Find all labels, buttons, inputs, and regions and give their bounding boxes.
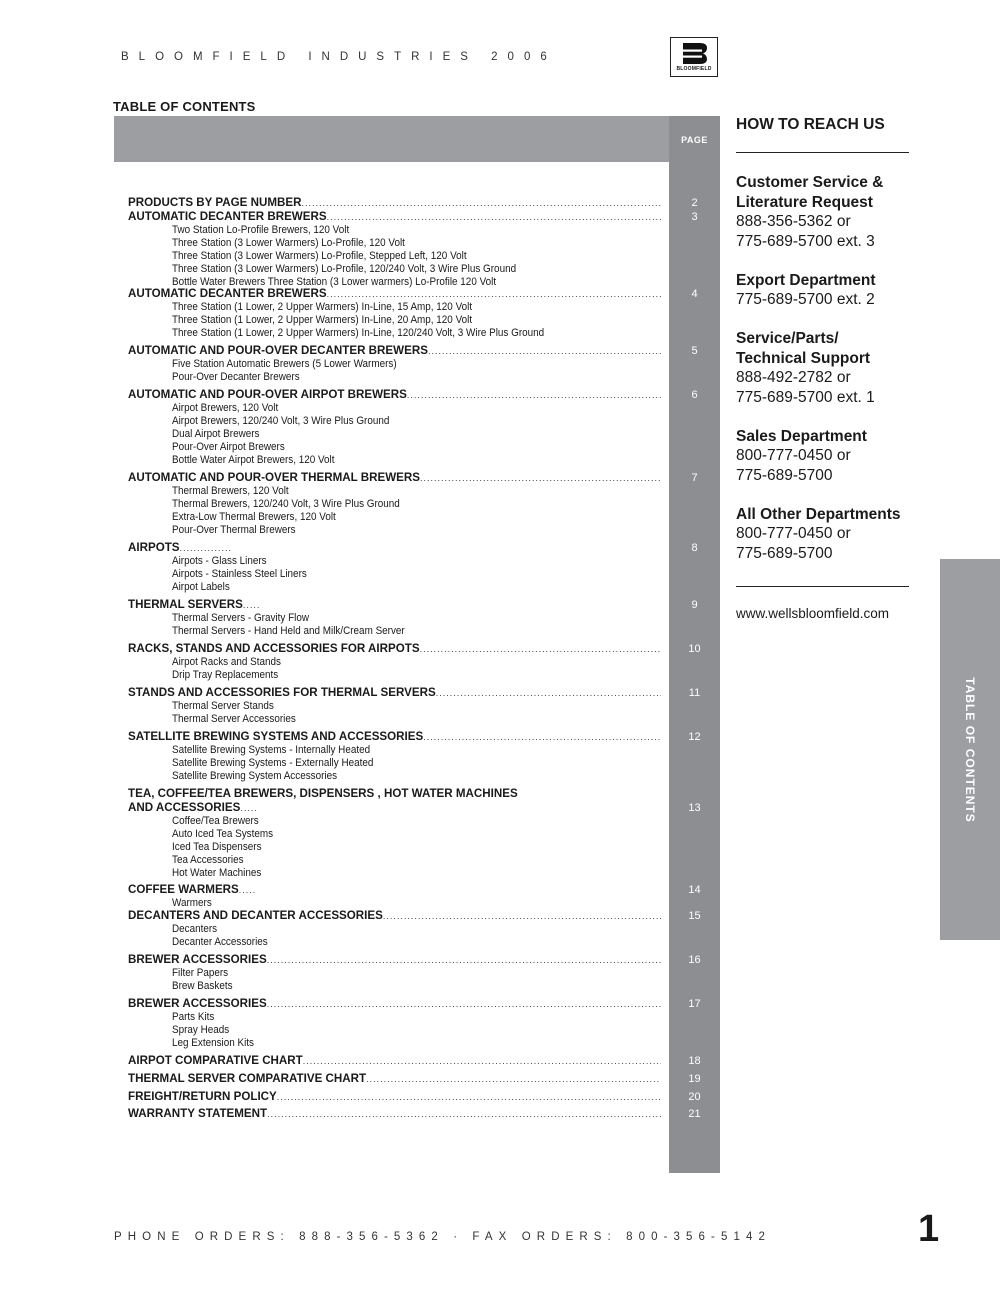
toc-sub-item: Hot Water Machines — [172, 867, 262, 879]
toc-sub-item: Satellite Brewing Systems - Internally Heated — [172, 744, 371, 756]
toc-sub-item: Pour-Over Airpot Brewers — [172, 441, 285, 453]
toc-entry[interactable] — [128, 541, 720, 594]
toc-entry[interactable] — [128, 787, 720, 880]
toc-page-number: 16 — [688, 954, 701, 966]
contact-heading: Customer Service & — [736, 174, 884, 191]
toc-sub-item: Warmers — [172, 897, 212, 909]
toc-entry[interactable] — [128, 471, 720, 537]
toc-sub-item: Drip Tray Replacements — [172, 669, 279, 681]
toc-page-number: 5 — [691, 345, 698, 357]
toc-page-number: 15 — [688, 910, 701, 922]
toc-page-number: 14 — [688, 884, 701, 896]
toc-page-number: 19 — [688, 1073, 701, 1085]
contact-phone: 800-777-0450 or — [736, 447, 851, 464]
toc-sub-item: Airpots - Stainless Steel Liners — [172, 568, 307, 580]
toc-entry[interactable] — [128, 883, 720, 910]
toc-page-number: 2 — [691, 197, 698, 209]
toc-sub-item: Leg Extension Kits — [172, 1037, 255, 1049]
toc-sub-item: Parts Kits — [172, 1011, 215, 1023]
toc-sub-item: Pour-Over Decanter Brewers — [172, 371, 300, 383]
toc-entry[interactable] — [128, 598, 720, 638]
toc-entry[interactable] — [128, 997, 720, 1050]
dot-leader — [366, 1072, 661, 1086]
toc-header-bar — [114, 116, 669, 162]
toc-sub-item: Two Station Lo-Profile Brewers, 120 Volt — [172, 224, 350, 236]
footer-orders: PHONE ORDERS: 888-356-5362 · FAX ORDERS: 800-356-5142 — [114, 1231, 771, 1243]
dot-leader — [423, 730, 661, 744]
toc-sub-item: Iced Tea Dispensers — [172, 841, 262, 853]
dot-leader — [243, 598, 261, 612]
dot-leader — [436, 686, 661, 700]
toc-sub-item: Three Station (3 Lower Warmers) Lo-Profile, 120 Volt — [172, 237, 405, 249]
contact-heading: All Other Departments — [736, 505, 901, 523]
toc-sub-item: Satellite Brewing Systems - Externally Heated — [172, 757, 374, 769]
contact-block — [736, 271, 936, 310]
toc-entry-title: COFFEE WARMERS — [128, 883, 239, 896]
contact-block — [736, 329, 936, 407]
toc-entry[interactable] — [128, 686, 720, 726]
toc-sub-item: Airpot Brewers, 120 Volt — [172, 402, 279, 414]
toc-entry[interactable] — [128, 287, 720, 340]
dot-leader — [302, 196, 662, 210]
contact-phone: 775-689-5700 — [736, 544, 833, 562]
toc-entry-title: THERMAL SERVERS — [128, 598, 243, 611]
toc-entry[interactable] — [128, 1054, 720, 1068]
toc-entry[interactable] — [128, 953, 720, 993]
toc-entry[interactable] — [128, 344, 720, 384]
toc-entry-title: RACKS, STANDS AND ACCESSORIES FOR AIRPOTS — [128, 642, 420, 655]
divider — [736, 586, 909, 587]
brand-header: BLOOMFIELD INDUSTRIES 2006 — [121, 51, 557, 63]
toc-sub-item: Bottle Water Brewers Three Station (3 Lower warmers) Lo-Profile 120 Volt — [172, 276, 497, 288]
toc-sub-item: Filter Papers — [172, 967, 229, 979]
toc-sub-item: Thermal Brewers, 120/240 Volt, 3 Wire Plus Ground — [172, 498, 400, 510]
toc-page-number: 6 — [691, 389, 698, 401]
toc-sub-item: Three Station (1 Lower, 2 Upper Warmers) In-Line, 120/240 Volt, 3 Wire Plus Ground — [172, 327, 545, 339]
dot-leader — [420, 642, 661, 656]
toc-sub-item: Dual Airpot Brewers — [172, 428, 260, 440]
contact-phone: 775-689-5700 ext. 3 — [736, 232, 875, 250]
toc-entry-title: AUTOMATIC AND POUR-OVER AIRPOT BREWERS — [128, 388, 407, 401]
toc-entry-title: BREWER ACCESSORIES — [128, 997, 267, 1010]
toc-page-number: 21 — [688, 1108, 701, 1120]
toc-entry[interactable] — [128, 642, 720, 682]
toc-page-number: 17 — [688, 998, 701, 1010]
contact-heading: Export Department — [736, 271, 876, 289]
contact-block — [736, 505, 936, 564]
dot-leader — [407, 388, 661, 402]
toc-sub-item: Thermal Servers - Hand Held and Milk/Cream Server — [172, 625, 405, 637]
toc-entry[interactable] — [128, 1107, 720, 1121]
toc-page-number: 10 — [688, 643, 701, 655]
website-link[interactable]: www.wellsbloomfield.com — [736, 606, 890, 621]
toc-entry-title: AIRPOT COMPARATIVE CHART — [128, 1054, 303, 1067]
logo-text: BLOOMFIELD — [676, 66, 712, 72]
toc-entry[interactable] — [128, 388, 720, 467]
toc-entry-title: STANDS AND ACCESSORIES FOR THERMAL SERVERS — [128, 686, 436, 699]
toc-heading: TABLE OF CONTENTS — [113, 99, 256, 114]
toc-sub-item: Airpot Brewers, 120/240 Volt, 3 Wire Plus Ground — [172, 415, 390, 427]
toc-entry-title: AUTOMATIC AND POUR-OVER DECANTER BREWERS — [128, 344, 428, 357]
dot-leader — [383, 909, 661, 923]
dot-leader — [303, 1054, 661, 1068]
dot-leader — [327, 210, 661, 224]
toc-entry-title: PRODUCTS BY PAGE NUMBER — [128, 196, 302, 209]
toc-page-number: 9 — [691, 599, 698, 611]
toc-entry-title: AUTOMATIC AND POUR-OVER THERMAL BREWERS — [128, 471, 420, 484]
toc-entry-title: AIRPOTS — [128, 541, 180, 554]
toc-entry[interactable] — [128, 210, 720, 289]
toc-sub-item: Pour-Over Thermal Brewers — [172, 524, 296, 536]
toc-page-number: 18 — [688, 1055, 701, 1067]
toc-sub-item: Airpot Racks and Stands — [172, 656, 281, 668]
toc-entry-title: FREIGHT/RETURN POLICY — [128, 1090, 277, 1103]
contact-block — [736, 173, 936, 251]
contact-heading: Technical Support — [736, 349, 871, 367]
dot-leader — [267, 953, 661, 967]
toc-page-number: 7 — [691, 472, 698, 484]
toc-sub-item: Satellite Brewing System Accessories — [172, 770, 338, 782]
toc-sub-item: Decanters — [172, 923, 218, 935]
toc-sub-item: Decanter Accessories — [172, 936, 268, 948]
toc-sub-item: Brew Baskets — [172, 980, 233, 992]
toc-entry[interactable] — [128, 909, 720, 949]
toc-sub-item: Coffee/Tea Brewers — [172, 815, 259, 827]
toc-sub-item: Extra-Low Thermal Brewers, 120 Volt — [172, 511, 336, 523]
page-number: 1 — [918, 1208, 940, 1250]
contact-block — [736, 427, 936, 486]
logo-b-icon — [683, 43, 707, 64]
toc-entry-title: SATELLITE BREWING SYSTEMS AND ACCESSORIES — [128, 730, 424, 743]
toc-entry-title: TEA, COFFEE/TEA BREWERS, DISPENSERS , HOT WATER MACHINES — [128, 787, 518, 800]
divider — [736, 152, 909, 153]
contact-phone: 888-492-2782 or — [736, 369, 851, 386]
toc-entry[interactable] — [128, 730, 720, 783]
toc-page-number: 8 — [691, 542, 698, 554]
toc-page-number: 20 — [688, 1091, 701, 1103]
toc-sub-item: Bottle Water Airpot Brewers, 120 Volt — [172, 454, 335, 466]
toc-sub-item: Thermal Brewers, 120 Volt — [172, 485, 289, 497]
toc-page-number: 12 — [688, 731, 701, 743]
toc-page-number: 11 — [688, 687, 701, 699]
dot-leader — [327, 287, 661, 301]
toc-sub-item: Airpots - Glass Liners — [172, 555, 267, 567]
toc-page-number: 4 — [691, 288, 698, 300]
dot-leader — [428, 344, 661, 358]
toc-entry-title: WARRANTY STATEMENT — [128, 1107, 268, 1120]
dot-leader — [267, 1107, 661, 1121]
toc-page-number: 3 — [691, 211, 698, 223]
page-column-label: PAGE — [681, 135, 708, 145]
contact-phone: 775-689-5700 ext. 2 — [736, 291, 875, 308]
contact-heading: Literature Request — [736, 193, 873, 211]
contact-phone: 800-777-0450 or — [736, 525, 851, 542]
toc-entry[interactable] — [128, 1090, 720, 1104]
dot-leader — [240, 801, 258, 815]
dot-leader — [180, 541, 233, 555]
toc-sub-item: Three Station (3 Lower Warmers) Lo-Profile, 120/240 Volt, 3 Wire Plus Ground — [172, 263, 517, 275]
toc-entry[interactable] — [128, 1072, 720, 1086]
toc-sub-item: Spray Heads — [172, 1024, 230, 1036]
toc-page-number: 13 — [688, 802, 701, 814]
toc-sub-item: Three Station (1 Lower, 2 Upper Warmers) In-Line, 20 Amp, 120 Volt — [172, 314, 473, 326]
contact-phone: 888-356-5362 or — [736, 213, 851, 230]
side-tab-label: TABLE OF CONTENTS — [963, 677, 977, 823]
toc-sub-item: Three Station (3 Lower Warmers) Lo-Profile, Stepped Left, 120 Volt — [172, 250, 467, 262]
toc-sub-item: Three Station (1 Lower, 2 Upper Warmers) In-Line, 15 Amp, 120 Volt — [172, 301, 473, 313]
contact-phone: 775-689-5700 — [736, 466, 833, 484]
toc-entry-title: DECANTERS AND DECANTER ACCESSORIES — [128, 909, 383, 922]
toc-entry-title: AND ACCESSORIES — [128, 801, 241, 814]
toc-sub-item: Thermal Server Accessories — [172, 713, 296, 725]
bloomfield-logo — [670, 37, 718, 77]
toc-entry-title: THERMAL SERVER COMPARATIVE CHART — [128, 1072, 367, 1085]
toc-sub-item: Five Station Automatic Brewers (5 Lower Warmers) — [172, 358, 397, 370]
dot-leader — [267, 997, 661, 1011]
dot-leader — [277, 1090, 661, 1104]
toc-entry-title: AUTOMATIC DECANTER BREWERS — [128, 210, 327, 223]
toc-entry-title: AUTOMATIC DECANTER BREWERS — [128, 287, 327, 300]
toc-sub-item: Thermal Servers - Gravity Flow — [172, 612, 309, 624]
contact-heading: Sales Department — [736, 427, 867, 445]
toc-sub-item: Tea Accessories — [172, 854, 244, 866]
toc-sub-item: Airpot Labels — [172, 581, 230, 593]
contact-phone: 775-689-5700 ext. 1 — [736, 388, 875, 406]
dot-leader — [420, 471, 661, 485]
toc-entry-title: BREWER ACCESSORIES — [128, 953, 267, 966]
contact-heading: Service/Parts/ — [736, 330, 839, 347]
contact-title: HOW TO REACH US — [736, 116, 885, 133]
toc-entry[interactable] — [128, 196, 720, 210]
toc-sub-item: Auto Iced Tea Systems — [172, 828, 274, 840]
dot-leader — [239, 883, 257, 897]
contact-list — [736, 173, 936, 583]
toc-sub-item: Thermal Server Stands — [172, 700, 274, 712]
